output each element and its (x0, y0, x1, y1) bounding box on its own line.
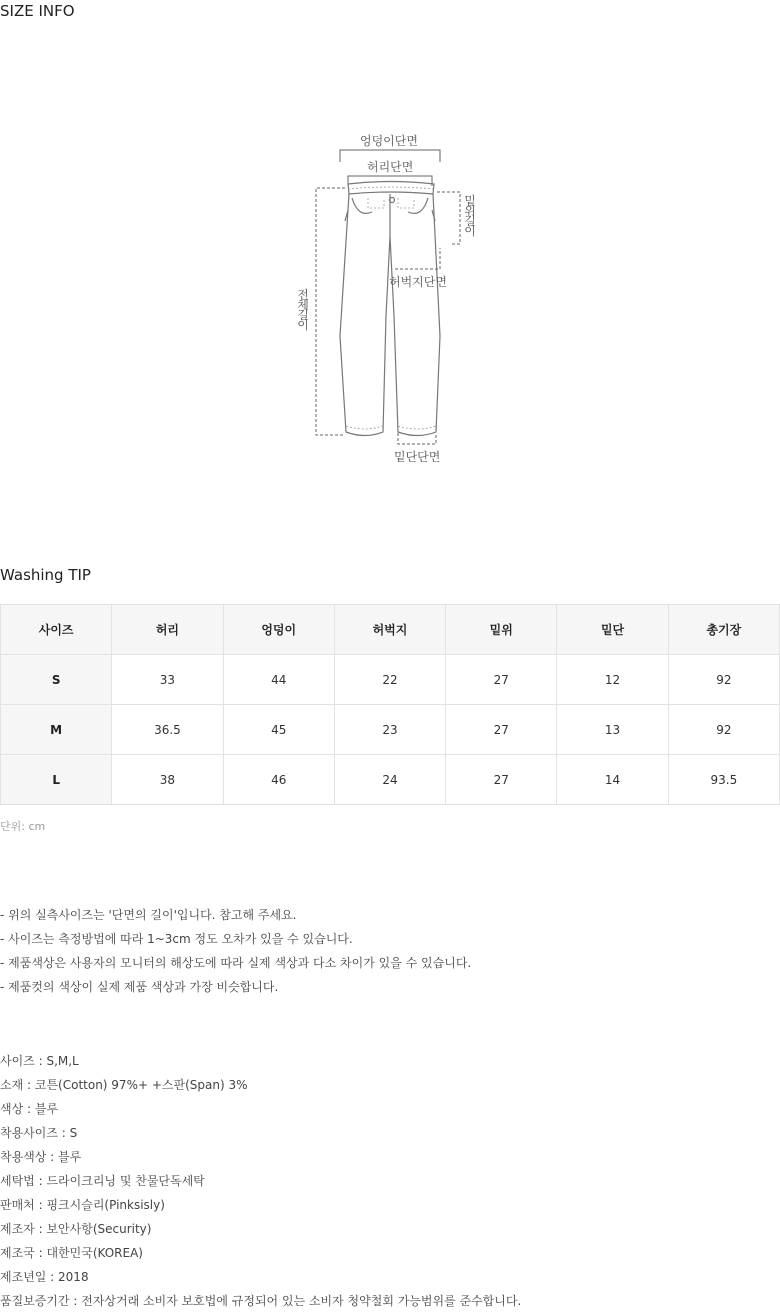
total-length-dimension-line (316, 188, 345, 435)
note-item: - 제품컷의 색상이 실제 제품 색상과 가장 비슷합니다. (0, 980, 279, 994)
spec-manufacturer: 제조자 : 보안사항(Security) (0, 1222, 152, 1236)
table-cell: S (1, 655, 112, 705)
header-waist: 허리 (112, 605, 223, 655)
table-cell: 36.5 (112, 705, 223, 755)
table-row (1, 755, 780, 805)
pants-outline (340, 182, 440, 436)
table-cell: 13 (557, 705, 668, 755)
table-cell: 46 (223, 755, 334, 805)
washing-tip-title: Washing TIP (0, 566, 91, 584)
spec-worn-color: 착용색상 : 블루 (0, 1150, 82, 1164)
hem-dimension-line (398, 433, 436, 444)
table-cell: 45 (223, 705, 334, 755)
spec-worn-size: 착용사이즈 : S (0, 1126, 78, 1140)
table-cell: 92 (668, 655, 779, 705)
spec-country: 제조국 : 대한민국(KOREA) (0, 1246, 143, 1260)
spec-color: 색상 : 블루 (0, 1102, 59, 1116)
table-cell: M (1, 705, 112, 755)
header-thigh: 허벅지 (334, 605, 445, 655)
total-length-label: 전체길이 (297, 288, 309, 332)
hip-label: 엉덩이단면 (360, 134, 418, 148)
rise-dimension-line (437, 192, 460, 244)
thigh-label: 허벅지단면 (389, 275, 447, 289)
pants-diagram-svg (290, 126, 490, 472)
table-header-row (1, 605, 780, 655)
rise-label: 밑위길이 (464, 194, 476, 238)
spec-washing: 세탁법 : 드라이크리닝 및 찬물단독세탁 (0, 1174, 205, 1188)
table-cell: 38 (112, 755, 223, 805)
note-item: - 사이즈는 측정방법에 따라 1~3cm 정도 오차가 있을 수 있습니다. (0, 932, 353, 946)
spec-size: 사이즈 : S,M,L (0, 1054, 79, 1068)
table-cell: 14 (557, 755, 668, 805)
size-table (0, 604, 780, 805)
waist-label: 허리단면 (367, 160, 414, 174)
header-rise: 밑위 (446, 605, 557, 655)
table-cell: 33 (112, 655, 223, 705)
table-row (1, 655, 780, 705)
table-cell: 12 (557, 655, 668, 705)
table-cell: 24 (334, 755, 445, 805)
spec-seller: 판매처 : 핑크시슬리(Pinksisly) (0, 1198, 165, 1212)
thigh-dimension-line (395, 248, 440, 269)
header-hip: 엉덩이 (223, 605, 334, 655)
header-size: 사이즈 (1, 605, 112, 655)
table-cell: 27 (446, 705, 557, 755)
table-cell: 27 (446, 755, 557, 805)
header-total-length: 총기장 (668, 605, 779, 655)
unit-note: 단위: cm (0, 820, 46, 833)
stitch-lines (346, 187, 436, 429)
table-row (1, 705, 780, 755)
size-info-title: SIZE INFO (0, 2, 75, 20)
hem-label: 밑단단면 (394, 450, 441, 464)
note-item: - 위의 실측사이즈는 '단면의 길이'입니다. 참고해 주세요. (0, 908, 297, 922)
table-cell: L (1, 755, 112, 805)
table-cell: 27 (446, 655, 557, 705)
spec-material: 소재 : 코튼(Cotton) 97%+ +스판(Span) 3% (0, 1078, 248, 1092)
note-item: - 제품색상은 사용자의 모니터의 해상도에 따라 실제 색상과 다소 차이가 있을 수 있습니다. (0, 956, 472, 970)
table-cell: 93.5 (668, 755, 779, 805)
header-hem: 밑단 (557, 605, 668, 655)
spec-warranty: 품질보증기간 : 전자상거래 소비자 보호법에 규정되어 있는 소비자 청약철회 가능범위를 준수합니다. (0, 1294, 522, 1308)
pants-size-diagram (290, 126, 490, 472)
table-cell: 44 (223, 655, 334, 705)
spec-year: 제조년일 : 2018 (0, 1270, 89, 1284)
table-cell: 23 (334, 705, 445, 755)
table-cell: 22 (334, 655, 445, 705)
table-cell: 92 (668, 705, 779, 755)
